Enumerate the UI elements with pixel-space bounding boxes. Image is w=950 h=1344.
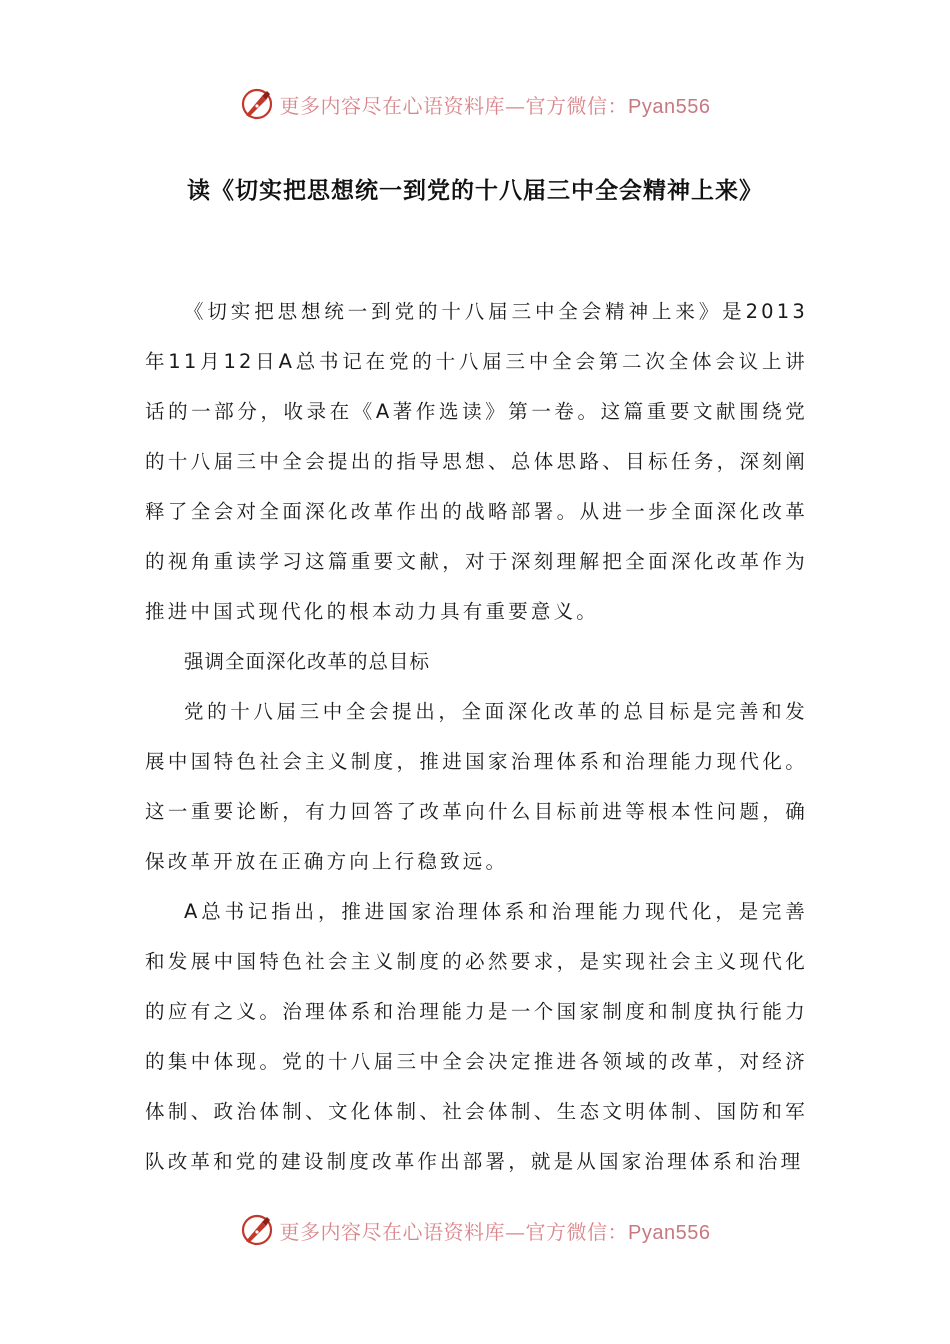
pen-nib-logo-icon: [240, 1213, 274, 1247]
document-title: 读《切实把思想统一到党的十八届三中全会精神上来》: [187, 178, 763, 204]
watermark-banner-bottom: [0, 1210, 950, 1250]
paragraph-governance: A总书记指出，推进国家治理体系和治理能力现代化，是完善和发展中国特色社会主义制度的必然要求，是实现社会主义现代化的应有之义。治理体系和治理能力是一个国家制度和制度执行能力的集中体现。党的十八届三中全会决定推进各领域的改革，对经济体制、政治体制、文化体制、社会体制、生态文明体制、国防和军队改革和党的建设制度改革作出部署，就是从国家治理体系和治理: [145, 900, 808, 1173]
wechat-id: Pyan556: [628, 95, 711, 118]
paragraph-goal: 党的十八届三中全会提出，全面深化改革的总目标是完善和发展中国特色社会主义制度，推进国家治理体系和治理能力现代化。这一重要论断，有力回答了改革向什么目标前进等根本性问题，确保改革开放在正确方向上行稳致远。: [145, 700, 808, 873]
watermark-text: 更多内容尽在心语资料库—官方微信：Pyan556: [279, 93, 711, 118]
wechat-id: Pyan556: [628, 1221, 711, 1244]
article-body: [145, 287, 808, 1187]
section-heading: 强调全面深化改革的总目标: [184, 650, 431, 673]
watermark-text: 更多内容尽在心语资料库—官方微信：Pyan556: [279, 1219, 711, 1244]
paragraph-intro: 《切实把思想统一到党的十八届三中全会精神上来》是2013年11月12日A总书记在党的十八届三中全会第二次全体会议上讲话的一部分，收录在《A著作选读》第一卷。这篇重要文献围绕党的十八届三中全会提出的指导思想、总体思路、目标任务，深刻阐释了全会对全面深化改革作出的战略部署。从进一步全面深化改革的视角重读学习这篇重要文献，对于深刻理解把全面深化改革作为推进中国式现代化的根本动力具有重要意义。: [145, 300, 808, 623]
pen-nib-logo-icon: [240, 87, 274, 121]
watermark-banner-top: [0, 84, 950, 124]
